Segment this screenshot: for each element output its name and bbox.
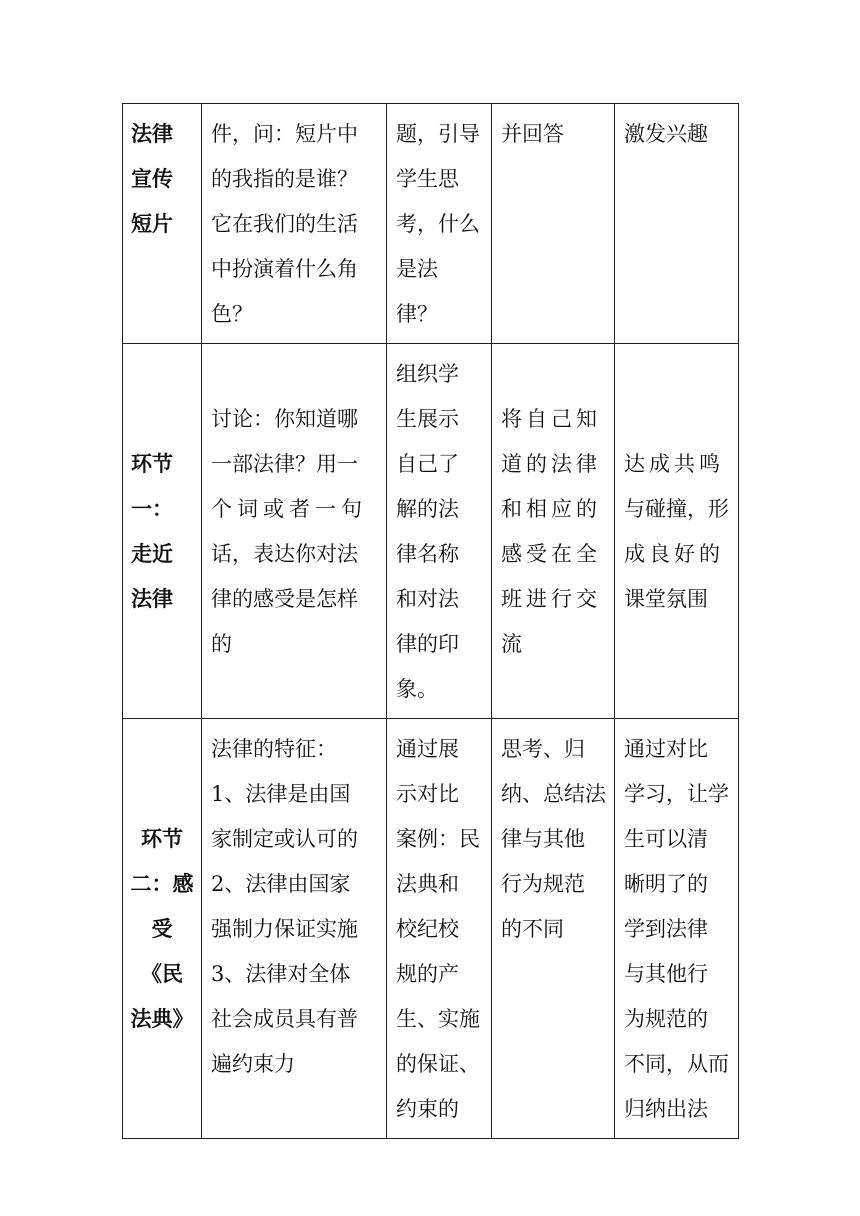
stage-cell <box>123 344 202 719</box>
content-line: 律的感受是怎样 <box>211 587 358 611</box>
student-line: 思考、归 <box>501 737 585 761</box>
intent-line: 达成共鸣 <box>624 452 724 476</box>
teacher-line: 示对比 <box>396 782 459 806</box>
content-line: 件，问：短片中 <box>211 122 358 146</box>
teacher-line: 法典和 <box>396 872 459 896</box>
intent-line: 激发兴趣 <box>624 122 708 146</box>
stage-line: 法律 <box>131 122 173 146</box>
student-line: 并回答 <box>501 122 564 146</box>
intent-line: 学习，让学 <box>624 782 729 806</box>
content-line: 一部法律？用一 <box>211 452 358 476</box>
stage-line: 环节 <box>131 452 173 476</box>
intent-line: 学到法律 <box>624 917 708 941</box>
content-line: 3、法律对全体 <box>211 962 351 986</box>
design-intent-cell <box>615 104 739 344</box>
intent-line: 成良好的 <box>624 542 724 566</box>
intent-line: 归纳出法 <box>624 1097 708 1121</box>
content-cell <box>202 104 387 344</box>
student-activity-cell <box>492 719 615 1139</box>
teacher-line: 规的产 <box>396 962 459 986</box>
teacher-line: 解的法 <box>396 497 459 521</box>
stage-line: 二：感 <box>130 872 194 896</box>
content-line: 2、法律由国家 <box>211 872 351 896</box>
student-line: 班进行交 <box>501 587 601 611</box>
teacher-line: 和对法 <box>396 587 459 611</box>
teacher-line: 象。 <box>396 677 438 701</box>
intent-line: 通过对比 <box>624 737 708 761</box>
teacher-line: 组织学 <box>396 362 459 386</box>
teacher-activity-cell <box>387 719 492 1139</box>
teacher-line: 生、实施 <box>396 1007 480 1031</box>
intent-line: 不同，从而 <box>624 1052 729 1076</box>
student-line: 律与其他 <box>501 827 585 851</box>
stage-line: 《民 <box>141 962 183 986</box>
content-cell <box>202 344 387 719</box>
stage-line: 环节 <box>141 827 183 851</box>
stage-line: 短片 <box>131 212 173 236</box>
table-row <box>123 344 739 719</box>
teacher-line: 生展示 <box>396 407 459 431</box>
stage-cell <box>123 104 202 344</box>
teacher-line: 律名称 <box>396 542 459 566</box>
content-cell <box>202 719 387 1139</box>
content-line: 中扮演着什么角 <box>211 257 358 281</box>
content-line: 家制定或认可的 <box>211 827 358 851</box>
teacher-activity-cell <box>387 344 492 719</box>
design-intent-cell <box>615 719 739 1139</box>
teacher-line: 约束的 <box>396 1097 459 1121</box>
student-line: 道的法律 <box>501 452 601 476</box>
content-line: 的我指的是谁？ <box>211 167 358 191</box>
content-line: 遍约束力 <box>211 1052 295 1076</box>
intent-line: 生可以清 <box>624 827 708 851</box>
table-row <box>123 719 739 1139</box>
design-intent-cell <box>615 344 739 719</box>
student-activity-cell <box>492 344 615 719</box>
teacher-line: 是法 <box>396 257 438 281</box>
content-line: 话，表达你对法 <box>211 542 358 566</box>
content-line: 法律的特征： <box>211 737 337 761</box>
student-line: 纳、总结法 <box>501 782 606 806</box>
teacher-line: 通过展 <box>396 737 459 761</box>
teacher-line: 校纪校 <box>396 917 459 941</box>
content-line: 社会成员具有普 <box>211 1007 358 1031</box>
student-line: 行为规范 <box>501 872 585 896</box>
lesson-plan-table <box>122 103 739 1139</box>
teacher-activity-cell <box>387 104 492 344</box>
content-line: 强制力保证实施 <box>211 917 358 941</box>
content-line: 的 <box>211 632 232 656</box>
stage-line: 宣传 <box>131 167 173 191</box>
stage-line: 法典》 <box>130 1007 194 1031</box>
student-line: 感受在全 <box>501 542 601 566</box>
student-activity-cell <box>492 104 615 344</box>
teacher-line: 题，引导 <box>396 122 480 146</box>
content-line: 色？ <box>211 302 253 326</box>
student-line: 将自己知 <box>501 407 601 431</box>
content-line: 个词或者一句 <box>211 497 367 521</box>
content-line: 它在我们的生活 <box>211 212 358 236</box>
teacher-line: 学生思 <box>396 167 459 191</box>
teacher-line: 律？ <box>396 302 438 326</box>
student-line: 的不同 <box>501 917 564 941</box>
intent-line: 晰明了的 <box>624 872 708 896</box>
content-line: 1、法律是由国 <box>211 782 351 806</box>
intent-line: 课堂氛围 <box>624 587 708 611</box>
stage-line: 走近 <box>131 542 173 566</box>
teacher-line: 自己了 <box>396 452 459 476</box>
stage-line: 法律 <box>131 587 173 611</box>
teacher-line: 的保证、 <box>396 1052 480 1076</box>
teacher-line: 案例：民 <box>396 827 480 851</box>
intent-line: 与碰撞，形 <box>624 497 729 521</box>
intent-line: 与其他行 <box>624 962 708 986</box>
teacher-line: 考，什么 <box>396 212 480 236</box>
teacher-line: 律的印 <box>396 632 459 656</box>
stage-line: 受 <box>151 917 173 941</box>
stage-line: 一： <box>131 497 173 521</box>
intent-line: 为规范的 <box>624 1007 708 1031</box>
table-row <box>123 104 739 344</box>
student-line: 流 <box>501 632 522 656</box>
stage-cell <box>123 719 202 1139</box>
content-line: 讨论：你知道哪 <box>211 407 358 431</box>
student-line: 和相应的 <box>501 497 601 521</box>
